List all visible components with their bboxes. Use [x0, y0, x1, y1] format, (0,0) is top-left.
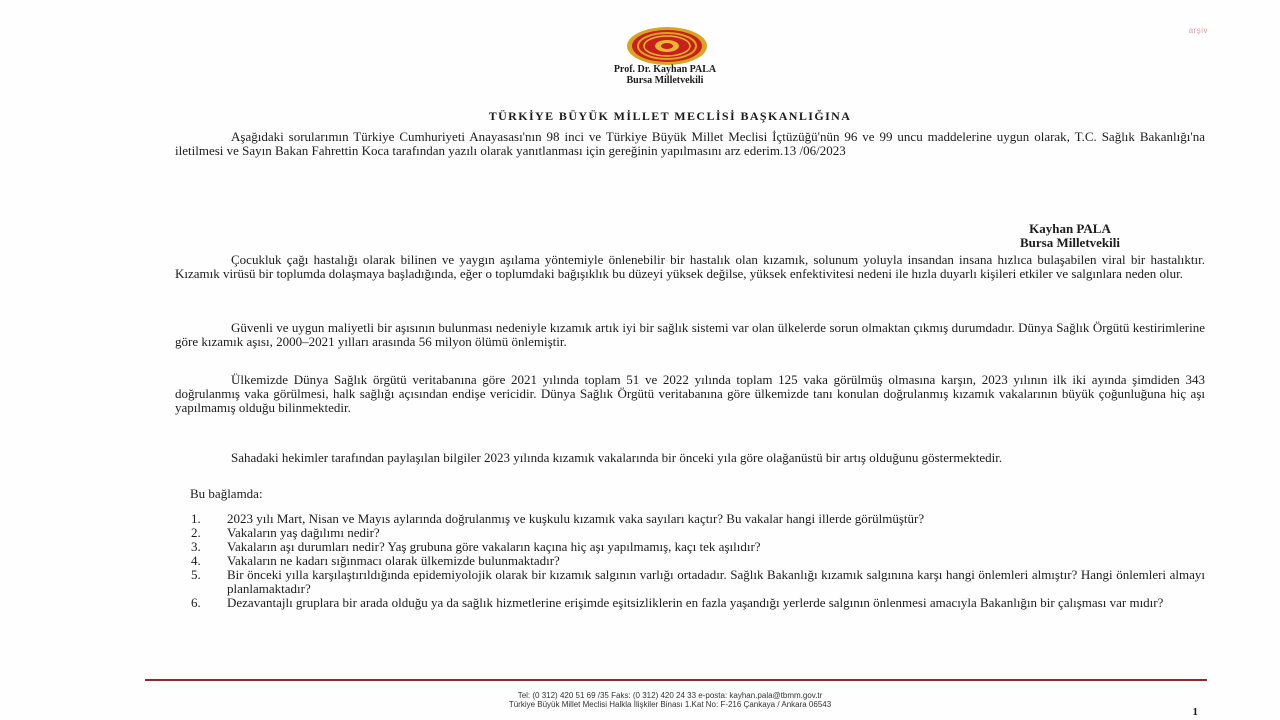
sender-title: Bursa Milletvekili	[626, 75, 704, 86]
body-paragraph: Ülkemizde Dünya Sağlık örgütü veritabanına göre 2021 yılında toplam 51 ve 2022 yılında toplam 125 vaka görülmüş olmasına karşın, 2023 yılının ilk iki ayında şimdiden 343 doğrulanmış vaka görülmesi, halk sağlığı açısından endişe vericidir. Dünya Sağlık Örgütü veritabanına göre ülkemizde tanı konulan doğrulanmış kızamık vakalarının büyük çoğunluğuna hiç aşı yapılmamış olduğu bilinmektedir.	[175, 372, 1205, 415]
question-item	[175, 554, 1205, 568]
question-number: 4.	[191, 553, 201, 568]
question-text: Vakaların ne kadarı sığınmacı olarak ülkemizde bulunmaktadır?	[227, 553, 560, 568]
parliament-emblem	[624, 26, 710, 66]
body-paragraph: Güvenli ve uygun maliyetli bir aşısının bulunması nedeniyle kızamık artık iyi bir sağlık sistemi var olan ülkelerde sorun olmaktan çıkmış durumdadır. Dünya Sağlık Örgütü kestirimlerine göre kızamık aşısı, 2000–2021 yılları arasında 56 milyon ölümü önlemiştir.	[175, 320, 1205, 349]
watermark: arşiv	[1188, 26, 1208, 35]
question-number: 6.	[191, 595, 201, 610]
question-item	[175, 596, 1205, 610]
sender-block	[540, 64, 790, 86]
question-text: Vakaların aşı durumları nedir? Yaş grubuna göre vakaların kaçına hiç aşı yapılmamış, kaçı tek aşılıdır?	[227, 539, 761, 554]
question-item	[175, 568, 1205, 596]
question-number: 3.	[191, 539, 201, 554]
footer-rule	[145, 679, 1207, 681]
footer-contact: Tel: (0 312) 420 51 69 /35 Faks: (0 312) 420 24 33 e-posta: kayhan.pala@tbmm.gov.tr	[517, 691, 823, 700]
question-item	[175, 512, 1205, 526]
intro-paragraph: Aşağıdaki sorularımın Türkiye Cumhuriyeti Anayasası'nın 98 inci ve Türkiye Büyük Millet Meclisi İçtüzüğü'nün 96 ve 99 uncu maddelerine uygun olarak, T.C. Sağlık Bakanlığı'na iletilmesi ve Sayın Bakan Fahrettin Koca tarafından yazılı olarak yanıtlanması için gereğinin yapılmasını arz ederim.13 /06/2023	[175, 129, 1205, 158]
question-text: Vakaların yaş dağılımı nedir?	[227, 525, 380, 540]
question-number: 5.	[191, 567, 201, 582]
signature-block	[1020, 222, 1120, 250]
signature-title: Bursa Milletvekili	[1019, 235, 1120, 250]
signature-name: Kayhan PALA	[1029, 221, 1111, 236]
question-text: 2023 yılı Mart, Nisan ve Mayıs aylarında doğrulanmış ve kuşkulu kızamık vaka sayıları kaçtır? Bu vakalar hangi illerde görülmüştür?	[227, 511, 925, 526]
question-text: Dezavantajlı gruplara bir arada olduğu ya da sağlık hizmetlerine erişimde eşitsizliklerin en fazla yaşandığı yerlerde salgının önlenmesi amacıyla Bakanlığın bir çalışması var mıdır?	[227, 595, 1164, 610]
question-list	[175, 512, 1205, 610]
question-text: Bir önceki yılla karşılaştırıldığında epidemiyolojik olarak bir kızamık salgının varlığı ortadadır. Sağlık Bakanlığı kızamık salgınına karşı hangi önlemleri almıştır? Hangi önlemleri almayı planlamaktadır?	[227, 567, 1205, 596]
question-item	[175, 526, 1205, 540]
page-number: 1	[1192, 706, 1198, 718]
questions-lead: Bu bağlamda:	[190, 486, 263, 501]
sender-name: Prof. Dr. Kayhan PALA	[613, 64, 717, 75]
body-paragraph: Çocukluk çağı hastalığı olarak bilinen ve yaygın aşılama yöntemiyle önlenebilir bir hastalık olan kızamık, solunum yoluyla insandan insana hızlıca bulaşabilen viral bir hastalıktır. Kızamık virüsü bir toplumda dolaşmaya başladığında, eğer o toplumdaki bağışıklık bu düzeyi yüksek değilse, yüksek enfektivitesi nedeni ile hızla duyarlı kişileri etkiler ve salgınlara neden olur.	[175, 252, 1205, 281]
body-paragraph: Sahadaki hekimler tarafından paylaşılan bilgiler 2023 yılında kızamık vakalarında bir önceki yıla göre olağanüstü bir artış olduğunu göstermektedir.	[231, 450, 1003, 465]
addressee-heading: TÜRKİYE BÜYÜK MİLLET MECLİSİ BAŞKANLIĞINA	[488, 109, 852, 123]
question-number: 2.	[191, 525, 201, 540]
footer-address: Türkiye Büyük Millet Meclisi Halkla İlişkiler Binası 1.Kat No: F-216 Çankaya / Ankara 06543	[508, 700, 832, 709]
question-item	[175, 540, 1205, 554]
question-number: 1.	[191, 511, 201, 526]
